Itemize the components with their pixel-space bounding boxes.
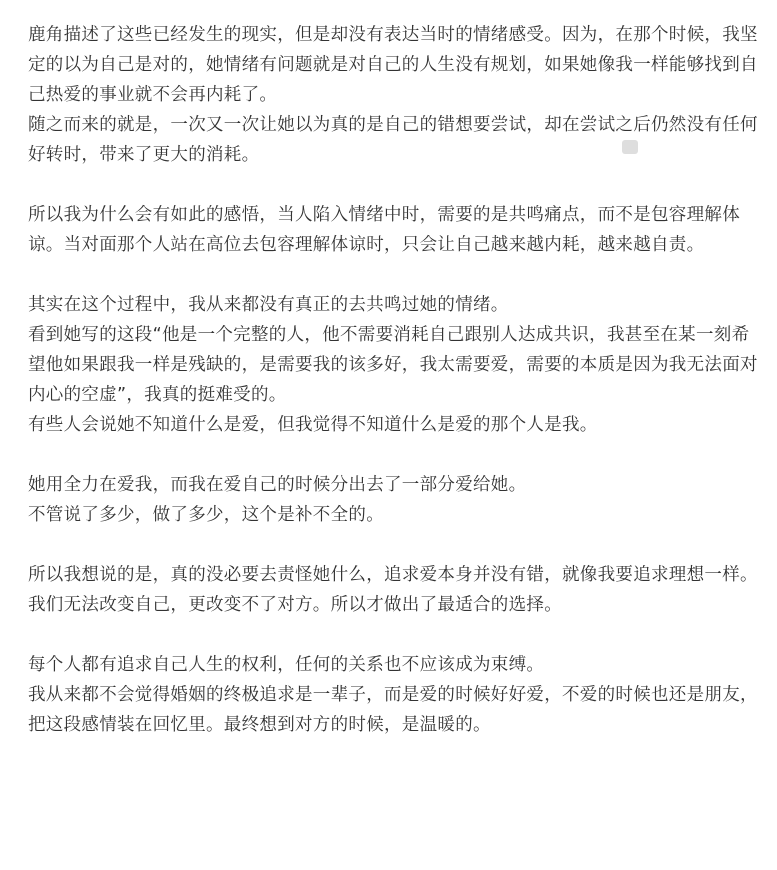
article-body — [28, 20, 758, 740]
paragraph-4: 其实在这个过程中，我从来都没有真正的去共鸣过她的情绪。 — [28, 295, 509, 315]
paragraph-5: 看到她写的这段“他是一个完整的人，他不需要消耗自己跟别人达成共识，我甚至在某一刻希望他如果跟我一样是残缺的，是需要我的该多好，我太需要爱，需要的本质是因为我无法面对内心的空虚”，我真的挺难受的。 — [28, 325, 758, 405]
paragraph-gap — [28, 530, 758, 560]
paragraph-1: 鹿角描述了这些已经发生的现实，但是却没有表达当时的情绪感受。因为，在那个时候，我坚定的以为自己是对的，她情绪有问题就是对自己的人生没有规划，如果她像我一样能够找到自己热爱的事业就不会再内耗了。 — [28, 25, 758, 105]
paragraph-11: 我从来都不会觉得婚姻的终极追求是一辈子，而是爱的时候好好爱，不爱的时候也还是朋友，把这段感情装在回忆里。最终想到对方的时候，是温暖的。 — [28, 685, 758, 735]
paragraph-7: 她用全力在爱我，而我在爱自己的时候分出去了一部分爱给她。 — [28, 475, 527, 495]
blurred-mark — [622, 140, 638, 154]
paragraph-gap — [28, 170, 758, 200]
paragraph-8: 不管说了多少，做了多少，这个是补不全的。 — [28, 505, 384, 525]
paragraph-10: 每个人都有追求自己人生的权利，任何的关系也不应该成为束缚。 — [28, 655, 545, 675]
paragraph-gap — [28, 620, 758, 650]
paragraph-2: 随之而来的就是，一次又一次让她以为真的是自己的错想要尝试，却在尝试之后仍然没有任何好转时，带来了更大的消耗。 — [28, 115, 758, 165]
paragraph-6: 有些人会说她不知道什么是爱，但我觉得不知道什么是爱的那个人是我。 — [28, 415, 598, 435]
paragraph-9: 所以我想说的是，真的没必要去责怪她什么，追求爱本身并没有错，就像我要追求理想一样。我们无法改变自己，更改变不了对方。所以才做出了最适合的选择。 — [28, 565, 758, 615]
paragraph-gap — [28, 440, 758, 470]
paragraph-gap — [28, 260, 758, 290]
paragraph-3: 所以我为什么会有如此的感悟，当人陷入情绪中时，需要的是共鸣痛点，而不是包容理解体谅。当对面那个人站在高位去包容理解体谅时，只会让自己越来越内耗，越来越自责。 — [28, 205, 740, 255]
